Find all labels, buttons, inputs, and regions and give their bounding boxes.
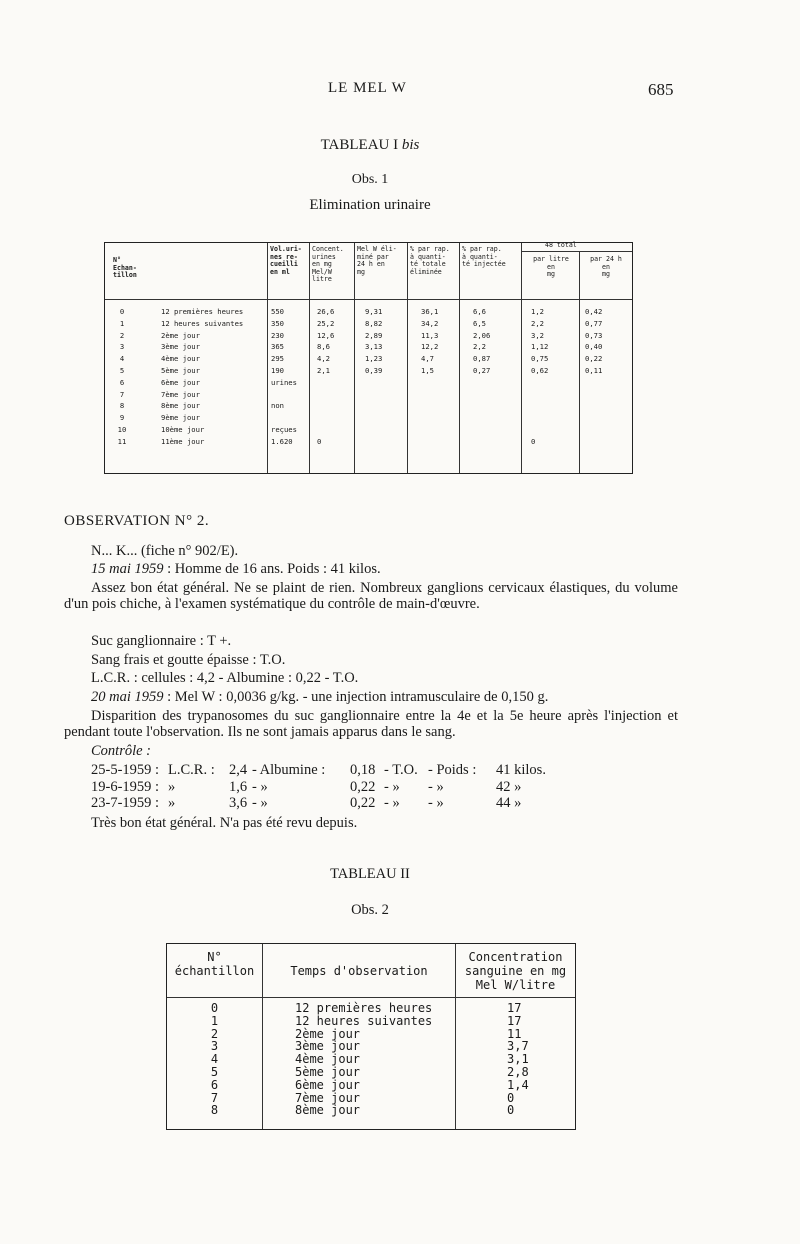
table1-cell-n: 9 (119, 413, 125, 423)
date2-line (91, 689, 548, 705)
table1-cell-conc: 12,6 (317, 330, 335, 340)
table1-cell-pt: 11,3 (421, 330, 439, 340)
table1-cell-mel: 8,82 (365, 318, 383, 328)
table1-cell-mel: 1,23 (365, 354, 383, 364)
table1-cell-p24: 0,42 (585, 307, 603, 316)
controle-d: - » (428, 778, 444, 795)
table1-cell-pl: 0,75 (531, 354, 549, 364)
controle-poids: 42 » (496, 778, 522, 795)
table1-vline (521, 243, 522, 473)
table1-cell-n: 6 (119, 377, 125, 387)
table1-head-pct-total: % par rap. à quanti- té totale éliminée (410, 245, 450, 276)
table1-vline (267, 243, 268, 473)
table1-cell-mel: 2,89 (365, 330, 383, 340)
table1-cell-n: 8 (119, 401, 125, 411)
table1-cell-vol: 365 (271, 342, 284, 352)
controle-d: - » (428, 795, 444, 811)
table1-cell-vol: 230 (271, 330, 284, 340)
table1-cell-period: 4ème jour (161, 354, 200, 364)
controle-poids: 44 » (496, 795, 522, 811)
table1-head-sample: N° Echan- tillon (113, 256, 137, 280)
controle-b: - Albumine : (252, 762, 326, 778)
controle-c: - » (384, 778, 400, 795)
table1-cell-conc: 4,2 (317, 354, 330, 364)
table2-cell-c: 1,4 (507, 1077, 529, 1092)
table1-cell-vol: 1.620 (271, 436, 293, 446)
controle-c: - » (384, 795, 400, 811)
table2-cell-time: 12 heures suivantes (295, 1013, 433, 1028)
table1-vline (354, 243, 355, 473)
table1-cell-pl: 1,2 (531, 307, 544, 316)
table2-cell-time: 8ème jour (295, 1103, 361, 1118)
table2-cell-n: 5 (210, 1065, 219, 1079)
controle-date: 19-6-1959 : (91, 778, 160, 795)
table2-cell-n: 6 (210, 1077, 219, 1092)
table2-cell-c: 17 (507, 1013, 522, 1028)
controle-b: - » (252, 778, 268, 795)
table1-title (0, 137, 740, 154)
table2-cell-c: 3,1 (507, 1052, 529, 1067)
table2-head-concentration: Concentration sanguine en mg Mel W/litre (464, 950, 567, 992)
controle-poids: 41 kilos. (496, 762, 546, 778)
table1-vline (309, 243, 310, 473)
table1-cell-n: 7 (119, 389, 125, 399)
table1-head-mel: Mel W éli- miné par 24 h en mg (357, 245, 397, 276)
table1-cell-conc: 0 (317, 436, 322, 446)
table2-cell-time: 3ème jour (295, 1039, 361, 1054)
table2-cell-c: 3,7 (507, 1039, 529, 1054)
table1-cell-n: 4 (119, 354, 125, 364)
observation-heading: OBSERVATION N° 2. (64, 513, 210, 529)
table2-head-sample: N° échantillon (174, 950, 255, 978)
suc-ganglionnaire: Suc ganglionnaire : T +. (91, 633, 232, 649)
table1-head-concent: Concent. urines en mg Mel/W litre (312, 245, 344, 284)
table2-cell-time: 6ème jour (295, 1077, 361, 1092)
table2 (166, 943, 576, 1130)
controle-alb: 0,22 (350, 795, 376, 811)
table2-cell-time: 12 premières heures (295, 1001, 433, 1015)
table1-cell-period: 7ème jour (161, 389, 200, 399)
table1-hline (521, 251, 632, 252)
table1-cell-period: 5ème jour (161, 366, 200, 375)
table1-cell-vol: urines (271, 377, 297, 387)
table2-title: TABLEAU II (330, 866, 410, 882)
table1-cell-n: 11 (117, 436, 127, 446)
table1-head-pct-injected: % par rap. à quanti- té injectée (462, 245, 506, 269)
table2-head-time: Temps d'observation (290, 964, 428, 978)
table1-cell-pl: 2,2 (531, 318, 544, 328)
table1-cell-pi: 2,2 (473, 342, 486, 352)
table2-cell-c: 11 (507, 1026, 522, 1041)
running-title: LE MEL W (328, 80, 407, 96)
table1-cell-mel: 0,39 (365, 366, 383, 375)
controle-cell: 3,6 (229, 795, 248, 811)
table1-cell-p24: 0,77 (585, 318, 603, 328)
table1-cell-pi: 2,06 (473, 330, 491, 340)
controle-label: Contrôle : (91, 743, 152, 759)
page-header (0, 80, 800, 102)
table1-cell-pt: 34,2 (421, 318, 439, 328)
table1-vline (579, 251, 580, 473)
table1-cell-period: 2ème jour (161, 330, 200, 340)
controle-alb: 0,18 (350, 762, 376, 778)
lcr-line: L.C.R. : cellules : 4,2 - Albumine : 0,22 - T.O. (91, 670, 359, 686)
table1-cell-pl: 1,12 (531, 342, 549, 352)
table1-cell-pi: 0,87 (473, 354, 491, 364)
table1-title-main: TABLEAU I (320, 137, 399, 153)
controle-alb: 0,22 (350, 778, 376, 795)
table1-cell-p24: 0,40 (585, 342, 603, 352)
table1-cell-pl: 0 (531, 436, 536, 446)
controle-cell: 1,6 (229, 778, 248, 795)
table1-head-per-litre: par litre en mg (533, 255, 569, 279)
controle-cell: 2,4 (229, 762, 248, 778)
table1-cell-p24: 0,22 (585, 354, 603, 364)
table2-cell-n: 2 (210, 1026, 219, 1041)
table1-cell-pt: 4,7 (421, 354, 434, 364)
table1-cell-vol: 295 (271, 354, 284, 364)
table1-cell-conc: 26,6 (317, 307, 335, 316)
table1-cell-pl: 3,2 (531, 330, 544, 340)
table1-cell-vol: non (271, 401, 284, 411)
table2-cell-c: 2,8 (507, 1065, 529, 1079)
table2-cell-c: 17 (507, 1001, 522, 1015)
table1-vline (459, 243, 460, 473)
table2-cell-n: 1 (210, 1013, 219, 1028)
disparition: Disparition des trypanosomes du suc ganglionnaire entre la 4e et la 5e heure après l'injection et pendant toute l'observation. Ils ne sont jamais apparus dans le sang. (64, 708, 678, 740)
table1-head-per-24h: par 24 h en mg (590, 255, 622, 279)
table1-cell-n: 5 (119, 366, 125, 375)
table1-cell-pt: 12,2 (421, 342, 439, 352)
table1-cell-mel: 9,31 (365, 307, 383, 316)
table1-cell-period: 11ème jour (161, 436, 205, 446)
table1-cell-vol: 190 (271, 366, 284, 375)
date2-text: : Mel W : 0,0036 g/kg. - une injection intramusculaire de 0,150 g. (163, 689, 549, 705)
date1: 15 mai 1959 (91, 561, 164, 577)
table1-cell-n: 1 (119, 318, 125, 328)
table1-cell-p24: 0,73 (585, 330, 603, 340)
table1-cell-n: 0 (119, 307, 125, 316)
table1-obs: Obs. 1 (351, 172, 389, 187)
table1-cell-conc: 25,2 (317, 318, 335, 328)
controle-date: 23-7-1959 : (91, 795, 160, 811)
controle-b: - » (252, 795, 268, 811)
final-state: Très bon état général. N'a pas été revu depuis. (91, 815, 358, 831)
table1-cell-n: 10 (117, 425, 127, 434)
table2-cell-n: 8 (210, 1103, 219, 1118)
table1-cell-period: 6ème jour (161, 377, 200, 387)
controle-a: L.C.R. : (168, 762, 215, 778)
table1-cell-vol: reçues (271, 425, 297, 434)
table1-cell-period: 9ème jour (161, 413, 200, 423)
table2-cell-n: 7 (210, 1090, 219, 1105)
table1-vline (407, 243, 408, 473)
table1-cell-period: 3ème jour (161, 342, 200, 352)
table2-cell-c: 0 (507, 1103, 515, 1118)
table1-cell-vol: 550 (271, 307, 284, 316)
date1-text: : Homme de 16 ans. Poids : 41 kilos. (163, 561, 381, 577)
table2-hline (167, 997, 575, 998)
date2: 20 mai 1959 (91, 689, 164, 705)
controle-a: » (168, 795, 176, 811)
table1-cell-n: 2 (119, 330, 125, 340)
table2-cell-time: 4ème jour (295, 1052, 361, 1067)
table1-cell-period: 12 premières heures (161, 307, 244, 316)
table2-cell-c: 0 (507, 1090, 515, 1105)
controle-d: - Poids : (428, 762, 477, 778)
general-state: Assez bon état général. Ne se plaint de rien. Nombreux ganglions cervicaux élastiques, du volume d'un pois chiche, à l'examen systématique du contrôle de main-d'œuvre. (64, 580, 678, 612)
table1-cell-n: 3 (119, 342, 125, 352)
table2-cell-time: 2ème jour (295, 1026, 361, 1041)
table1-cell-pt: 1,5 (421, 366, 434, 375)
table1-cell-mel: 3,13 (365, 342, 383, 352)
controle-a: » (168, 778, 176, 795)
table1-cell-p24: 0,11 (585, 366, 603, 375)
page-number: 685 (648, 80, 674, 99)
table2-cell-n: 4 (210, 1052, 219, 1067)
table1-cell-vol: 350 (271, 318, 284, 328)
table2-cell-time: 7ème jour (295, 1090, 361, 1105)
table2-cell-time: 5ème jour (295, 1065, 361, 1079)
controle-c: - T.O. (384, 762, 418, 778)
table1-cell-conc: 8,6 (317, 342, 330, 352)
table1-cell-period: 12 heures suivantes (161, 318, 244, 328)
table1-subtitle: Elimination urinaire (309, 197, 431, 213)
table1-cell-pi: 0,27 (473, 366, 491, 375)
table1-cell-pt: 36,1 (421, 307, 439, 316)
table1-cell-period: 8ème jour (161, 401, 200, 411)
table1-head-group: 48 total (545, 241, 577, 249)
table1-cell-pi: 6,6 (473, 307, 486, 316)
table2-obs: Obs. 2 (351, 902, 389, 918)
table1-cell-period: 10ème jour (161, 425, 205, 434)
controle-date: 25-5-1959 : (91, 762, 160, 778)
table1-cell-conc: 2,1 (317, 366, 330, 375)
table1-hline (105, 299, 632, 300)
table1-cell-pi: 6,5 (473, 318, 486, 328)
table2-cell-n: 0 (210, 1001, 219, 1015)
patient-id: N... K... (fiche n° 902/E). (91, 543, 239, 559)
table1-head-volume: Vol.uri- nes re- cueilli en ml (270, 245, 302, 276)
table1-cell-pl: 0,62 (531, 366, 549, 375)
table1 (104, 242, 633, 474)
date1-line (91, 561, 381, 577)
table1-title-italic: bis (401, 137, 420, 153)
table2-cell-n: 3 (210, 1039, 219, 1054)
sang-frais: Sang frais et goutte épaisse : T.O. (91, 652, 286, 668)
